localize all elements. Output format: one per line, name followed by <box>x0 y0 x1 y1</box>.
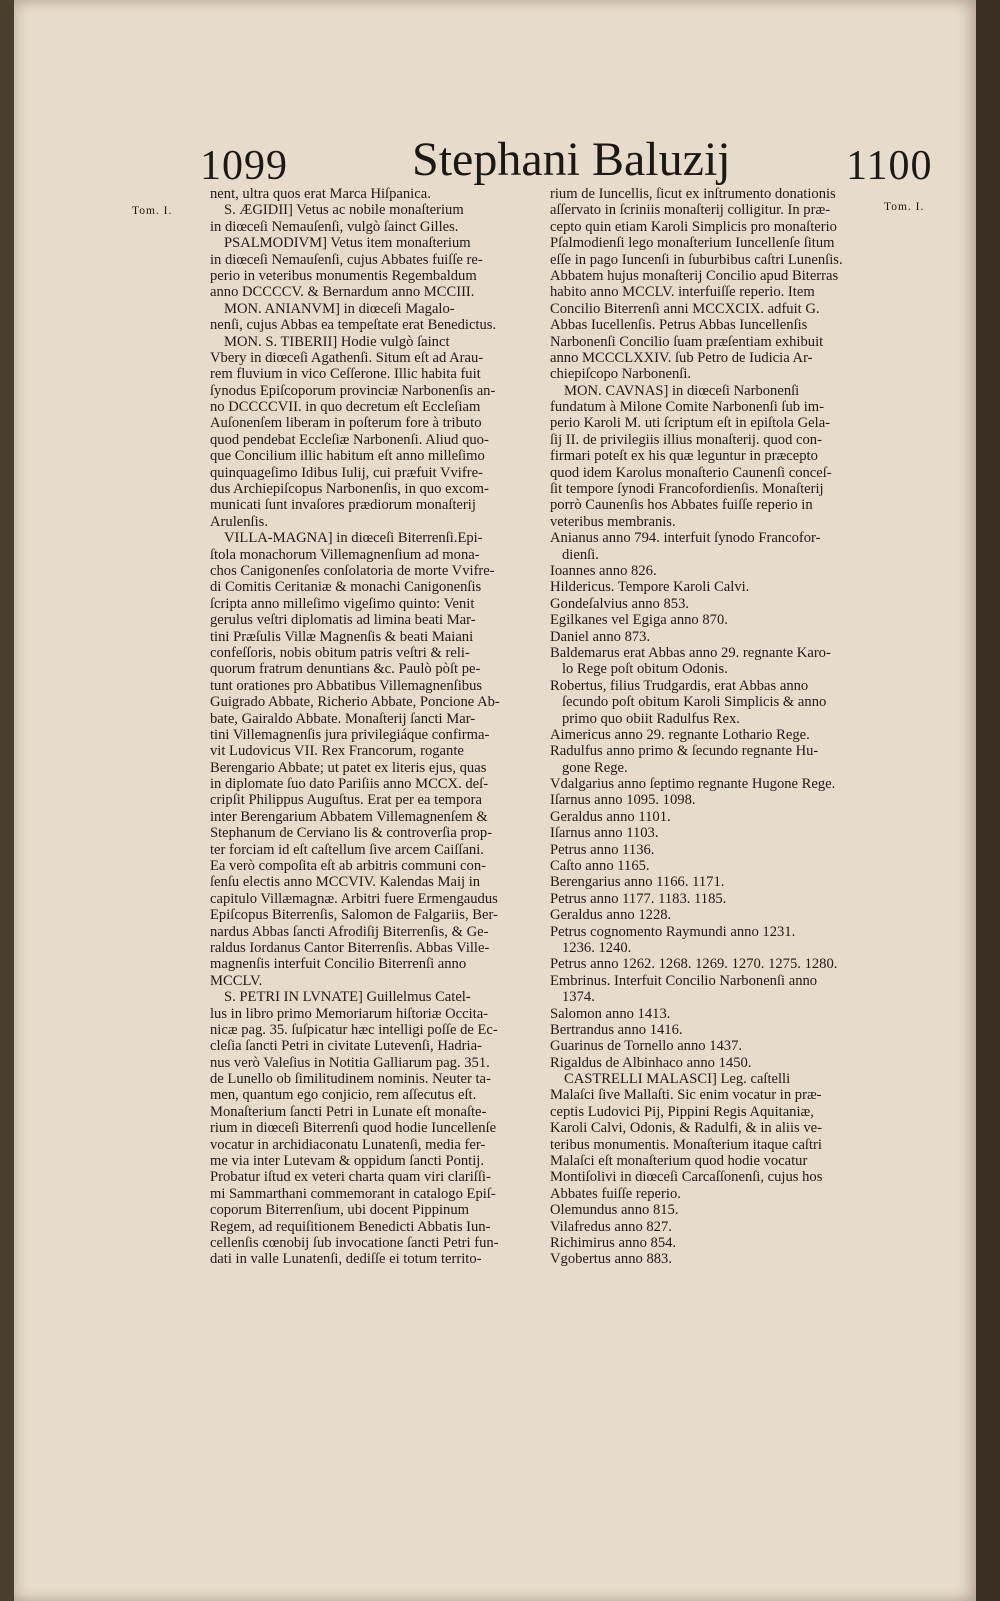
text-line: ſynodus Epiſcoporum provinciæ Narbonenſis an- <box>210 382 496 399</box>
text-line: Egilkanes vel Egiga anno 870. <box>550 612 728 629</box>
text-line: perio Karoli M. uti ſcriptum eſt in epiſtola Gela- <box>550 415 831 432</box>
text-line: cleſia ſancti Petri in civitate Lutevenſi, Hadria- <box>210 1038 482 1055</box>
text-line: gerulus veſtri diplomatis ad limina beati Mar- <box>210 612 476 629</box>
text-line: Abbatem hujus monaſterij Concilio apud Biterras <box>550 267 839 284</box>
text-line: raldus Iordanus Cantor Biterrenſis. Abbas Ville- <box>210 939 490 956</box>
text-line: rium in diœceſi Biterrenſi quod hodie Iuncellenſe <box>210 1120 497 1137</box>
text-line: Probatur iſtud ex veteri charta quam viri clariſſi- <box>210 1169 491 1186</box>
text-line: ſenſu electis anno MCCVIV. Kalendas Maij in <box>210 874 481 891</box>
text-line: primo quo obiit Radulfus Rex. <box>562 710 740 727</box>
text-line: tini Præſulis Villæ Magnenſis & beati Maiani <box>210 628 474 645</box>
text-line: nent, ultra quos erat Marca Hiſpanica. <box>210 186 431 202</box>
text-line: in diœceſi Nemauſenſi, cujus Abbates fuiſſe re- <box>210 251 483 268</box>
text-line: Vgobertus anno 883. <box>550 1251 673 1268</box>
text-line: lo Rege poſt obitum Odonis. <box>562 661 728 678</box>
text-line: chiepiſcopo Narbonenſi. <box>550 366 692 383</box>
text-line: quod pendebat Eccleſiæ Narbonenſi. Aliud quo- <box>210 431 489 448</box>
text-line: que Concilium illic habitum eſt anno milleſimo <box>210 448 485 465</box>
text-line: dienſi. <box>562 546 599 563</box>
text-line: Berengarius anno 1166. 1171. <box>550 874 725 891</box>
text-line: S. PETRI IN LVNATE] Guillelmus Catel- <box>224 989 471 1006</box>
text-line: Ioannes anno 826. <box>550 562 657 579</box>
text-line: S. ÆGIDII] Vetus ac nobile monaſterium <box>224 202 464 219</box>
text-line: veteribus membranis. <box>550 513 676 530</box>
text-line: magnenſis interfuit Concilio Biterrenſi anno <box>210 956 467 973</box>
text-line: tini Villemagnenſis jura privilegiáque confirma- <box>210 726 490 743</box>
text-line: Bertrandus anno 1416. <box>550 1021 683 1038</box>
text-line: nus verò Valeſius in Notitia Galliarum pag. 351. <box>210 1054 490 1071</box>
text-line: de Lunello ob ſimilitudinem nominis. Neuter ta- <box>210 1071 491 1088</box>
margin-note-left: Tom. I. <box>132 205 173 217</box>
text-line: Daniel anno 873. <box>550 628 651 645</box>
text-line: Guigrado Abbate, Richerio Abbate, Poncione Ab- <box>210 694 500 711</box>
text-line: Aimericus anno 29. regnante Lothario Rege. <box>550 726 810 743</box>
text-line: anno MCCCLXXIV. ſub Petro de Iudicia Ar- <box>550 349 813 366</box>
text-line: in diplomate ſuo dato Pariſiis anno MCCX. deſ- <box>210 776 489 793</box>
text-line: ſcripta anno milleſimo vigeſimo quinto: Venit <box>210 595 475 612</box>
text-line: Radulfus anno primo & ſecundo regnante Hu- <box>550 743 819 760</box>
text-line: Geraldus anno 1101. <box>550 808 671 825</box>
text-line: anno DCCCCV. & Bernardum anno MCCIII. <box>210 284 475 301</box>
text-line: cepto quin etiam Karoli Simplicis pro monaſterio <box>550 218 837 235</box>
text-line: CASTRELLI MALASCI] Leg. caſtelli <box>564 1071 791 1088</box>
text-line: Auſonenſem liberam in poſterum fore à tributo <box>210 415 482 432</box>
text-line: quinquageſimo Idibus Iulij, cui præfuit Vvifre- <box>210 464 483 481</box>
text-line: Epiſcopus Biterrenſis, Salomon de Falgariis, Ber- <box>210 907 498 924</box>
text-line: vocatur in archidiaconatu Lunatenſi, media fer- <box>210 1136 486 1153</box>
text-line: fundatum à Milone Comite Narbonenſi ſub im- <box>550 399 824 416</box>
text-line: Berengario Abbate; ut patet ex literis ejus, quas <box>210 759 487 776</box>
text-line: confeſſoris, nobis obitum patris veſtri & reli- <box>210 644 470 661</box>
text-line: nicæ pag. 35. ſuſpicatur hæc intelligi poſſe de Ec- <box>210 1021 498 1038</box>
text-line: Regem, ad requiſitionem Benedicti Abbatis Iun- <box>210 1218 491 1235</box>
text-line: inter Berengarium Abbatem Villemagnenſem & <box>210 808 488 825</box>
text-line: rium de Iuncellis, ſicut ex inſtrumento donationis <box>550 186 836 202</box>
book-page <box>14 0 976 1601</box>
text-line: vit Ludovicus VII. Rex Francorum, rogante <box>210 743 464 760</box>
text-line: nenſi, cujus Abbas ea tempeſtate erat Benedictus. <box>210 317 497 334</box>
text-line: ſtola monachorum Villemagnenſium ad mona- <box>210 546 480 563</box>
text-line: Iſarnus anno 1103. <box>550 825 659 842</box>
text-line: di Comitis Ceritaniæ & monachi Canigonenſis <box>210 579 482 596</box>
running-title: Stephani Baluzij <box>412 133 731 186</box>
text-line: Richimirus anno 854. <box>550 1235 677 1251</box>
margin-note-right: Tom. I. <box>884 201 925 213</box>
text-line: rem fluvium in vico Ceſſerone. Illic habita fuit <box>210 366 481 383</box>
text-line: quorum fratrum denuntians &c. Paulò pòſt pe- <box>210 661 481 678</box>
text-line: me via inter Lutevam & oppidum ſancti Pontij. <box>210 1153 484 1170</box>
text-line: ſij II. de privilegiis illius monaſterij. quod con- <box>550 431 822 448</box>
text-line: Petrus anno 1136. <box>550 841 655 858</box>
text-line: chos Canigonenſes conſolatoria de morte Vvifre- <box>210 562 495 579</box>
text-line: Vdalgarius anno ſeptimo regnante Hugone Rege. <box>550 776 836 793</box>
text-line: perio in veteribus monumentis Regembaldum <box>210 267 477 284</box>
text-line: Abbas Iucellenſis. Petrus Abbas Iuncellenſis <box>550 317 808 334</box>
text-line: no DCCCCVII. in quo decretum eſt Eccleſiam <box>210 399 481 416</box>
text-line: Geraldus anno 1228. <box>550 907 672 924</box>
text-line: MON. CAVNAS] in diœceſi Narbonenſi <box>564 382 800 399</box>
text-line: ſit tempore ſynodi Francofordienſis. Monaſterij <box>550 481 824 498</box>
text-line: coporum Biterrenſium, ubi docent Pippinum <box>210 1202 470 1219</box>
text-line: Petrus cognomento Raymundi anno 1231. <box>550 923 796 940</box>
text-line: dati in valle Lunatenſi, dediſſe ei totum territo- <box>210 1251 482 1268</box>
text-line: Baldemarus erat Abbas anno 29. regnante Karo- <box>550 644 831 661</box>
text-line: ceptis Ludovici Pij, Pippini Regis Aquitaniæ, <box>550 1103 814 1120</box>
text-line: cripſit Philippus Auguſtus. Erat per ea tempora <box>210 792 482 809</box>
text-line: Hildericus. Tempore Karoli Calvi. <box>550 579 750 596</box>
text-line: 1236. 1240. <box>562 939 632 956</box>
text-line: quod idem Karolus monaſterio Caunenſi conceſ- <box>550 464 832 481</box>
text-line: gone Rege. <box>562 759 628 776</box>
text-line: nardus Abbas ſancti Afrodiſij Biterrenſis, & Ge- <box>210 923 489 940</box>
text-line: Robertus, filius Trudgardis, erat Abbas anno <box>550 677 809 694</box>
text-line: Embrinus. Interfuit Concilio Narbonenſi anno <box>550 972 818 989</box>
text-line: ter forciam id eſt caſtellum ſive arcem Caiſſani. <box>210 841 484 858</box>
text-line: capitulo Villæmagnæ. Arbitri fuere Ermengaudus <box>210 890 498 907</box>
text-line: Caſto anno 1165. <box>550 858 650 875</box>
text-line: MON. S. TIBERII] Hodie vulgò ſainct <box>224 333 450 350</box>
text-line: Arulenſis. <box>210 513 268 530</box>
text-line: Rigaldus de Albinhaco anno 1450. <box>550 1054 752 1071</box>
text-line: Karoli Calvi, Odonis, & Radulfi, & in aliis ve- <box>550 1120 822 1137</box>
text-line: porrò Caunenſis hos Abbates fuiſſe reperio in <box>550 497 813 514</box>
right-text-column <box>550 186 880 1268</box>
text-line: municati ſunt invaſores prædiorum monaſterij <box>210 497 476 514</box>
text-line: Monaſterium ſancti Petri in Lunate eſt monaſte- <box>210 1103 487 1120</box>
text-line: in diœceſi Nemauſenſi, vulgò ſainct Gilles. <box>210 218 459 235</box>
left-page-number: 1099 <box>200 143 288 189</box>
left-text-column <box>210 186 535 1268</box>
text-line: habito anno MCCLV. interfuiſſe reperio. Item <box>550 284 815 301</box>
text-line: tunt orationes pro Abbatibus Villemagnenſibus <box>210 677 483 694</box>
text-line: Olemundus anno 815. <box>550 1202 679 1219</box>
text-line: firmari poteſt ex his quæ leguntur in præcepto <box>550 448 818 465</box>
text-line: Guarinus de Tornello anno 1437. <box>550 1038 743 1055</box>
binding-edge <box>976 0 1000 1601</box>
text-line: Petrus anno 1262. 1268. 1269. 1270. 1275. 1280. <box>550 956 838 973</box>
right-page-number: 1100 <box>846 143 933 189</box>
text-line: ſecundo poſt obitum Karoli Simplicis & anno <box>562 694 827 711</box>
text-line: 1374. <box>562 989 595 1006</box>
text-line: mi Sammarthani commemorant in catalogo Epiſ- <box>210 1185 496 1202</box>
text-line: MCCLV. <box>210 972 263 989</box>
text-line: bate, Gairaldo Abbate. Monaſterij ſancti Mar- <box>210 710 476 727</box>
text-line: eſſe in pago Iuncenſi in ſuburbibus caſtri Lunenſis. <box>550 251 843 268</box>
text-line: Iſarnus anno 1095. 1098. <box>550 792 696 809</box>
text-line: Petrus anno 1177. 1183. 1185. <box>550 890 727 907</box>
text-line: Concilio Biterrenſi anni MCCXCIX. adfuit G. <box>550 300 820 317</box>
text-line: Malaſci ſive Mallaſti. Sic enim vocatur in præ- <box>550 1087 822 1104</box>
text-line: lus in libro primo Memoriarum hiſtoriæ Occita- <box>210 1005 489 1022</box>
text-line: dus Archiepiſcopus Narbonenſis, in quo excom- <box>210 481 489 498</box>
text-line: Vbery in diœceſi Agathenſi. Situm eſt ad Arau- <box>210 349 484 366</box>
text-line: aſſervato in ſcriniis monaſterij colligitur. In præ- <box>550 202 831 219</box>
text-line: Montiſolivi in diœceſi Carcaſſonenſi, cujus hos <box>550 1169 823 1186</box>
text-line: Gondeſalvius anno 853. <box>550 595 690 612</box>
text-line: Ea verò compoſita eſt ab arbitris communi con- <box>210 858 486 875</box>
text-line: Vilafredus anno 827. <box>550 1218 672 1235</box>
text-line: Anianus anno 794. interfuit ſynodo Francofor- <box>550 530 821 547</box>
text-line: VILLA-MAGNA] in diœceſi Biterrenſi.Epi- <box>224 530 483 547</box>
text-line: teribus monumentis. Monaſterium itaque caſtri <box>550 1136 822 1153</box>
text-line: Abbates fuiſſe reperio. <box>550 1185 681 1202</box>
text-line: Stephanum de Cerviano lis & controverſia prop- <box>210 825 493 842</box>
text-line: Pſalmodienſi lego monaſterium Iuncellenſe ſitum <box>550 235 835 252</box>
text-line: Salomon anno 1413. <box>550 1005 671 1022</box>
text-line: PSALMODIVM] Vetus item monaſterium <box>224 235 471 252</box>
text-line: MON. ANIANVM] in diœceſi Magalo- <box>224 300 455 317</box>
text-line: Malaſci eſt monaſterium quod hodie vocatur <box>550 1153 808 1170</box>
text-line: Narbonenſi Concilio ſuam præſentiam exhibuit <box>550 333 824 350</box>
text-line: cellenſis cœnobij ſub invocatione ſancti Petri fun- <box>210 1235 499 1251</box>
text-line: men, quantum ego conjicio, rem aſſecutus eſt. <box>210 1087 477 1104</box>
